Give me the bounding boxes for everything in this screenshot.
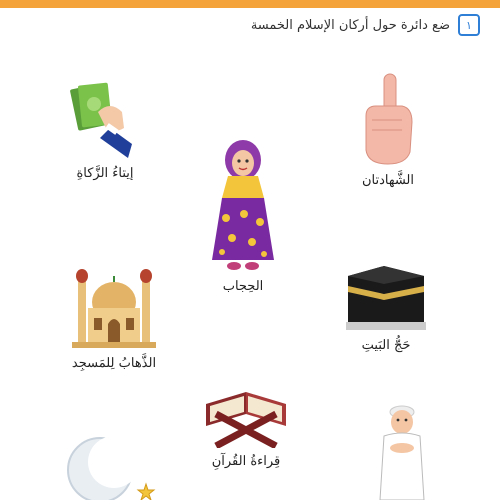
item-crescent[interactable] (62, 430, 158, 500)
item-shahada[interactable] (358, 72, 418, 188)
item-hajj[interactable] (344, 262, 428, 353)
top-border (0, 0, 500, 8)
label-shahada: الشَّهادتان (361, 173, 415, 188)
label-hajj: حَجُّ البَيتِ (361, 338, 411, 353)
crescent-moon-icon (62, 430, 158, 500)
quran-stand-icon (196, 384, 296, 448)
hijab-girl-icon (208, 138, 278, 273)
item-zakat[interactable] (70, 78, 140, 181)
instruction (251, 14, 480, 36)
label-quran: قِراءةُ القُرآنِ (211, 454, 281, 469)
label-hijab: الحِجاب (222, 279, 264, 294)
kaaba-icon (344, 262, 428, 332)
money-hand-icon (70, 78, 140, 160)
instruction-text: ضع دائرة حول أركان الإسلام الخمسة (250, 17, 450, 33)
pointing-finger-icon (358, 72, 418, 167)
item-quran[interactable] (196, 384, 296, 469)
item-praying-boy[interactable] (374, 404, 430, 500)
question-number: ١ (458, 14, 480, 36)
label-zakat: إيتاءُ الزَّكاةِ (76, 166, 134, 181)
mosque-icon (68, 262, 160, 350)
item-hijab[interactable] (208, 138, 278, 294)
praying-boy-icon (374, 404, 430, 500)
item-mosque[interactable] (68, 262, 160, 371)
label-mosque: الذَّهابُ لِلمَسجِد (71, 356, 157, 371)
